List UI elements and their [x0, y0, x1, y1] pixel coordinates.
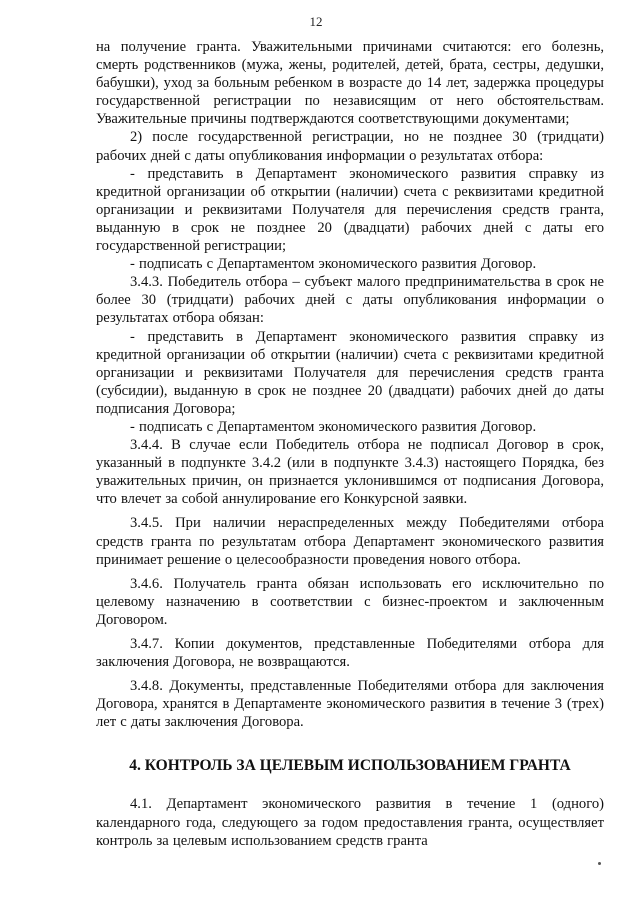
page-number: 12 [309, 14, 323, 29]
paragraph-item-2: 2) после государственной регистрации, но не позднее 30 (тридцати) рабочих дней с даты опубликования информации о результатах отбора: [96, 129, 604, 164]
paragraph-bullet-certificate: - представить в Департамент экономического развития справку из кредитной организации об открытии (наличии) счета с реквизитами кредитной организации и реквизитами Получателя для перечисления средств гранта, выданную в срок не позднее 20 (двадцати) рабочих дней с даты его государственной регистрации; [96, 165, 604, 255]
paragraph-3-4-4: 3.4.4. В случае если Победитель отбора не подписал Договор в срок, указанный в подпункте 3.4.2 (или в подпункте 3.4.3) настоящего Порядка, без уважительных причин, он признается уклонившимся от подписания Договора, что влечет за собой аннулирование его Конкурсной заявки. [96, 437, 604, 508]
section-heading [96, 756, 604, 775]
paragraph-3-4-6: 3.4.6. Получатель гранта обязан использовать его исключительно по целевому назначению в соответствии с бизнес-проектом и заключенным Договором. [96, 575, 604, 628]
paragraph-bullet-sign: - подписать с Департаментом экономического развития Договор. [130, 256, 537, 273]
paragraph-3-4-5: 3.4.5. При наличии нераспределенных между Победителями отбора средств гранта по результатам отбора Департамент экономического развития принимает решение о целесообразности проведения нового отбора. [96, 515, 604, 568]
paragraph-continuation: на получение гранта. Уважительными причинами считаются: его болезнь, смерть родственников (мужа, жены, родителей, детей, брата, сестры, дедушки, бабушки), уход за больным ребенком в возрасте до 14 лет, задержка процедуры государственной регистрации по независящим от него обстоятельствам. Уважительные причины подтверждаются соответствующими документами; [96, 39, 604, 128]
section-title: КОНТРОЛЬ ЗА ЦЕЛЕВЫМ ИСПОЛЬЗОВАНИЕМ ГРАНТА [144, 757, 571, 775]
paragraph-4-1: 4.1. Департамент экономического развития в течение 1 (одного) календарного года, следующего за годом предоставления гранта, осуществляет контроль за целевым использованием средств гранта [96, 796, 604, 849]
paragraph-bullet-certificate-2: - представить в Департамент экономического развития справку из кредитной организации об открытии (наличии) счета с реквизитами кредитной организации и реквизитами Получателя для перечисления средств гранта (субсидии), выданную в срок не позднее 20 (двадцати) рабочих дней до даты подписания Договора; [96, 328, 604, 417]
section-number: 4. [129, 757, 141, 775]
scan-dot [598, 862, 601, 865]
paragraph-3-4-8: 3.4.8. Документы, представленные Победителями отбора для заключения Договора, хранятся в Департаменте экономического развития в течение 3 (трех) лет с даты заключения Договора. [96, 678, 604, 731]
paragraph-3-4-7: 3.4.7. Копии документов, представленные Победителями отбора для заключения Договора, не возвращаются. [96, 636, 604, 671]
document-body [96, 38, 604, 850]
paragraph-3-4-3: 3.4.3. Победитель отбора – субъект малого предпринимательства в срок не более 30 (тридцати) рабочих дней с даты опубликования информации о результатах отбора обязан: [96, 274, 604, 327]
paragraph-bullet-sign-2: - подписать с Департаментом экономического развития Договор. [130, 418, 537, 435]
